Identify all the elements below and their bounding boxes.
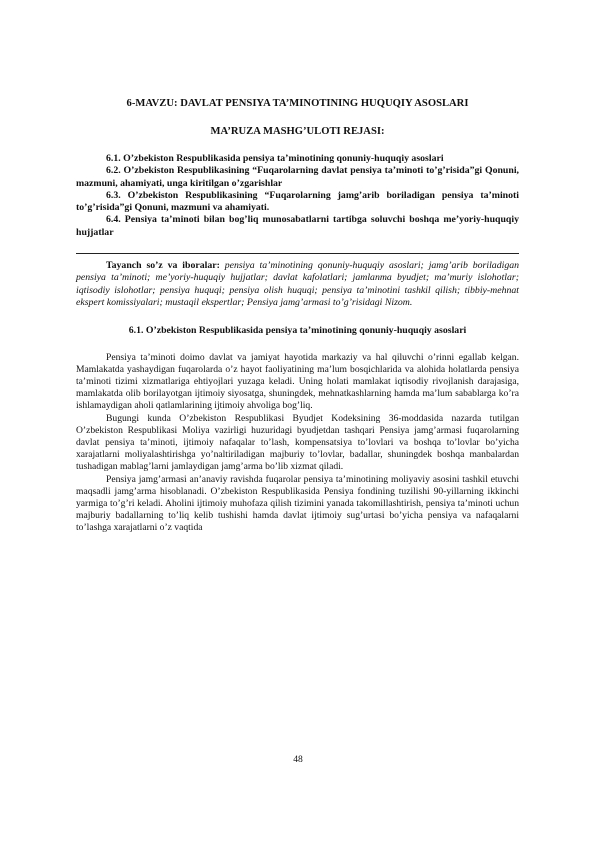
- page-content: [76, 97, 519, 535]
- body-text: [76, 352, 519, 535]
- lecture-plan-list: [76, 153, 519, 239]
- plan-item: 6.3. O’zbekiston Respublikasining “Fuqarolarning jamg’arib boriladigan pensiya ta’minoti to’g’risida”gi Qonuni, mazmuni va ahamiyati.: [76, 189, 519, 214]
- page-number: 48: [293, 754, 303, 765]
- page-title: 6-MAVZU: DAVLAT PENSIYA TA’MINOTINING HUQUQIY ASOSLARI: [126, 98, 469, 109]
- keywords-paragraph: [76, 253, 519, 309]
- section-heading: 6.1. O’zbekiston Respublikasida pensiya ta’minotining qonuniy-huquqiy asoslari: [128, 325, 467, 337]
- body-paragraph: Pensiya ta’minoti doimo davlat va jamiyat hayotida markaziy va hal qiluvchi o’rinni egallab kelgan. Mamlakatda yashaydigan fuqarolarda o’z hayot faoliyatining ma’lum bosqichlarida va alohida holatlarda pensiya ta’minoti tizimi xizmatlariga ehtiyojlari yuzaga keladi. Uning holati mamlakat iqtisodiy rivojlanish darajasiga, mamlakatda olib borilayotgan ijtimoiy siyosatga, shuningdek, mehnatkashlarning hamda ma’lum sabablarga ko’ra ishlamaydigan aholi qatlamlarining ijtimoiy ahvoliga bog’liq.: [76, 351, 519, 412]
- lecture-plan-heading: MA’RUZA MASHG’ULOTI REJASI:: [210, 126, 385, 137]
- plan-item: 6.2. O’zbekiston Respublikasining “Fuqarolarning davlat pensiya ta’minoti to’g’risida”gi Qonuni, mazmuni, ahamiyati, unga kiritilgan o’zgarishlar: [76, 165, 519, 189]
- keywords-label: Tayanch so’z va iboralar:: [106, 260, 220, 272]
- plan-item: 6.4. Pensiya ta’minoti bilan bog’liq munosabatlarni tartibga soluvchi boshqa me’yoriy-huquqiy hujjatlar: [76, 214, 519, 238]
- keywords-text: pensiya ta’minotining qonuniy-huquqiy asoslari; jamg’arib boriladigan pensiya ta’minoti; me’yoriy-huquqiy hujjatlar; davlat kafolatlari; jamlanma byudjet; ma’muriy islohotlar; iqtisodiy islohotlar; pensiya huquqi; pensiya olish huquqi; pensiya ta’minotini tashkil qilish; tibbiy-mehnat ekspert komissiyalari; mustaqil ekspertlar; Pensiya jamg’armasi to’g’risidagi Nizom.: [76, 260, 520, 308]
- plan-item: 6.1. O’zbekiston Respublikasida pensiya ta’minotining qonuniy-huquqiy asoslari: [106, 153, 444, 164]
- body-paragraph: Bugungi kunda O’zbekiston Respublikasi Byudjet Kodeksining 36-moddasida nazarda tutilgan O’zbekiston Respublikasi Moliya vazirligi huzuridagi byudjetdan tashqari Pensiya jamg’armasi fuqarolarning davlat pensiya ta’minoti, ijtimoiy nafaqalar to’lash, kompensatsiya to’lovlari va boshqa to’lovlar bo’yicha xarajatlarni moliyalashtirishga yo’naltiriladigan majburiy to’lovlar, badallar, shuningdek boshqa manbalardan tushadigan mablag’larni jamlaydigan jamg’arma bo’lib xizmat qiladi.: [76, 412, 519, 473]
- body-paragraph: Pensiya jamg’armasi an’anaviy ravishda fuqarolar pensiya ta’minotining moliyaviy asosini tashkil etuvchi maqsadli jamg’arma hisoblanadi. O’zbekiston Respublikasida Pensiya fondining tuzilishi 90-yillarning ikkinchi yarmiga to’g’ri keladi. Aholini ijtimoiy muhofaza qilish tizimini yanada takomillashtirish, pensiya ta’minoti uchun majburiy badallarning to’liq kelib tushishi hamda davlat ijtimoiy sug’urtasi bo’yicha pensiya va nafaqalarni to’lashga xarajatlarni o’z vaqtida: [76, 473, 519, 534]
